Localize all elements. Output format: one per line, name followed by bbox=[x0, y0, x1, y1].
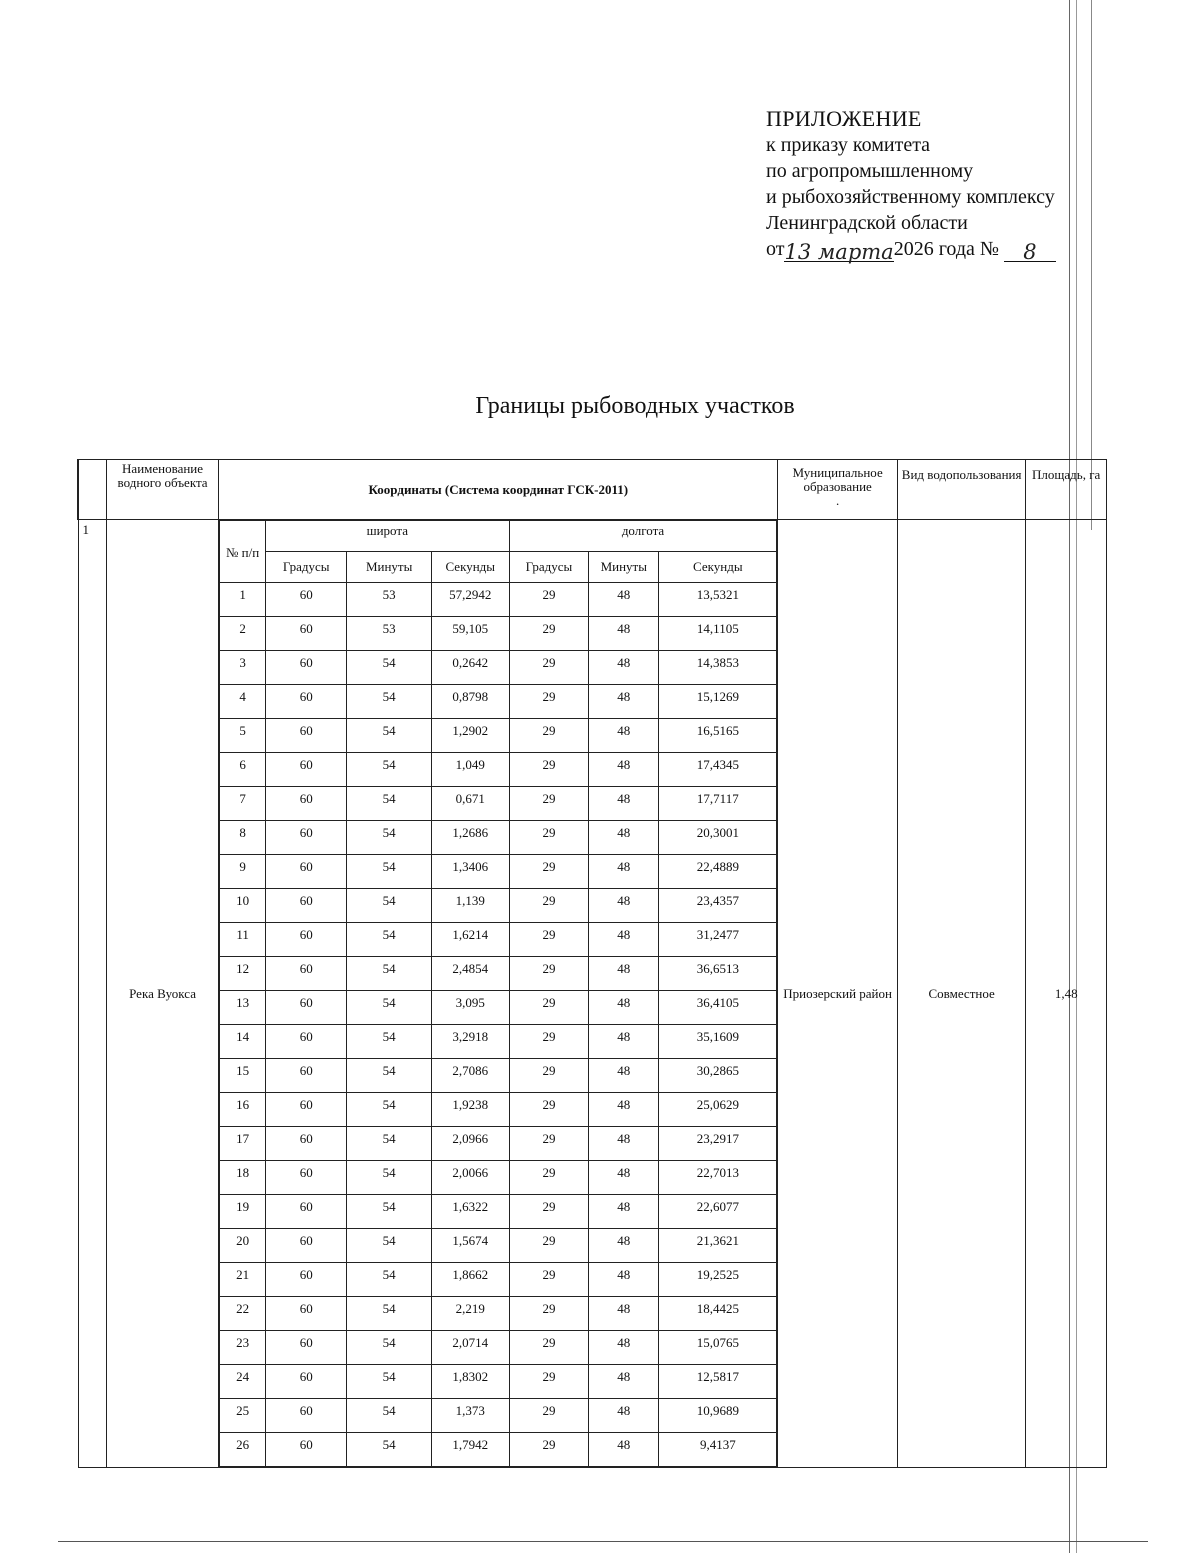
lon-minutes: 48 bbox=[589, 1093, 659, 1127]
lon-minutes: 48 bbox=[589, 1263, 659, 1297]
point-number: 22 bbox=[220, 1297, 266, 1331]
lat-degrees: 60 bbox=[265, 617, 347, 651]
point-number: 7 bbox=[220, 787, 266, 821]
lon-degrees: 29 bbox=[509, 1399, 589, 1433]
header-usage: Вид водопользования bbox=[897, 460, 1025, 520]
approval-title: ПРИЛОЖЕНИЕ bbox=[766, 106, 922, 131]
lon-degrees: 29 bbox=[509, 957, 589, 991]
lon-seconds: 16,5165 bbox=[659, 719, 777, 753]
coordinate-row bbox=[220, 821, 777, 855]
coordinate-row bbox=[220, 1365, 777, 1399]
lon-minutes: 48 bbox=[589, 1161, 659, 1195]
lat-minutes: 54 bbox=[347, 957, 431, 991]
coordinate-row bbox=[220, 855, 777, 889]
lon-degrees: 29 bbox=[509, 1229, 589, 1263]
lat-minutes: 54 bbox=[347, 1263, 431, 1297]
lat-minutes: 54 bbox=[347, 1093, 431, 1127]
lat-degrees: 60 bbox=[265, 685, 347, 719]
lat-seconds: 57,2942 bbox=[431, 583, 509, 617]
point-number: 5 bbox=[220, 719, 266, 753]
lat-degrees: 60 bbox=[265, 1365, 347, 1399]
lat-seconds: 1,2902 bbox=[431, 719, 509, 753]
lat-seconds: 0,671 bbox=[431, 787, 509, 821]
lat-minutes: 53 bbox=[347, 583, 431, 617]
lon-minutes: 48 bbox=[589, 957, 659, 991]
lat-minutes: 54 bbox=[347, 1025, 431, 1059]
lon-degrees: 29 bbox=[509, 1365, 589, 1399]
header-row bbox=[78, 460, 1107, 520]
lon-minutes: 48 bbox=[589, 991, 659, 1025]
lon-degrees: 29 bbox=[509, 1059, 589, 1093]
lon-degrees: 29 bbox=[509, 787, 589, 821]
point-number: 23 bbox=[220, 1331, 266, 1365]
lat-degrees: 60 bbox=[265, 1229, 347, 1263]
lat-degrees: 60 bbox=[265, 719, 347, 753]
lat-minutes: 54 bbox=[347, 991, 431, 1025]
lat-minutes: 54 bbox=[347, 651, 431, 685]
coordinate-row bbox=[220, 1297, 777, 1331]
point-number: 11 bbox=[220, 923, 266, 957]
point-number: 16 bbox=[220, 1093, 266, 1127]
lat-minutes: 54 bbox=[347, 1297, 431, 1331]
lon-seconds: 14,3853 bbox=[659, 651, 777, 685]
lon-seconds: 22,4889 bbox=[659, 855, 777, 889]
lon-seconds: 23,2917 bbox=[659, 1127, 777, 1161]
coordinate-row bbox=[220, 787, 777, 821]
lon-seconds: 36,6513 bbox=[659, 957, 777, 991]
area-value: 1,48 bbox=[1026, 520, 1107, 1468]
lon-degrees: 29 bbox=[509, 1433, 589, 1467]
scan-line bbox=[1091, 0, 1092, 530]
point-number: 6 bbox=[220, 753, 266, 787]
lat-seconds: 2,7086 bbox=[431, 1059, 509, 1093]
lat-minutes: 53 bbox=[347, 617, 431, 651]
coordinate-row bbox=[220, 889, 777, 923]
lon-minutes: 48 bbox=[589, 889, 659, 923]
lon-degrees: 29 bbox=[509, 1297, 589, 1331]
coords-cell bbox=[219, 520, 778, 1468]
lon-minutes: 48 bbox=[589, 1365, 659, 1399]
coordinate-row bbox=[220, 1399, 777, 1433]
lat-degrees: 60 bbox=[265, 1399, 347, 1433]
point-number: 2 bbox=[220, 617, 266, 651]
lon-seconds: 23,4357 bbox=[659, 889, 777, 923]
lon-minutes: 48 bbox=[589, 685, 659, 719]
lon-degrees: 29 bbox=[509, 1263, 589, 1297]
lon-seconds: 13,5321 bbox=[659, 583, 777, 617]
lat-degrees: 60 bbox=[265, 787, 347, 821]
coordinate-row bbox=[220, 719, 777, 753]
header-index-cell bbox=[78, 460, 106, 520]
lat-minutes: 54 bbox=[347, 1127, 431, 1161]
lon-seconds: 30,2865 bbox=[659, 1059, 777, 1093]
date-suffix: 2026 года № bbox=[893, 238, 999, 260]
lat-degrees: 60 bbox=[265, 1433, 347, 1467]
lon-minutes: 48 bbox=[589, 651, 659, 685]
point-number: 9 bbox=[220, 855, 266, 889]
lat-degrees: 60 bbox=[265, 1331, 347, 1365]
point-number: 25 bbox=[220, 1399, 266, 1433]
point-number: 21 bbox=[220, 1263, 266, 1297]
lon-seconds: 14,1105 bbox=[659, 617, 777, 651]
lon-degrees: 29 bbox=[509, 1127, 589, 1161]
coordinate-row bbox=[220, 957, 777, 991]
scan-line bbox=[58, 1541, 1148, 1542]
latitude-header: широта bbox=[265, 521, 509, 552]
lat-minutes: 54 bbox=[347, 753, 431, 787]
lon-seconds: 12,5817 bbox=[659, 1365, 777, 1399]
lat-degrees: 60 bbox=[265, 1127, 347, 1161]
lon-seconds: 36,4105 bbox=[659, 991, 777, 1025]
lat-minutes: 54 bbox=[347, 1229, 431, 1263]
lon-minutes: 48 bbox=[589, 753, 659, 787]
point-number: 26 bbox=[220, 1433, 266, 1467]
lat-degrees: 60 bbox=[265, 1093, 347, 1127]
lat-seconds: 1,5674 bbox=[431, 1229, 509, 1263]
document-title: Границы рыбоводных участков bbox=[475, 393, 795, 419]
lat-seconds: 3,095 bbox=[431, 991, 509, 1025]
lon-degrees: 29 bbox=[509, 685, 589, 719]
coordinate-row bbox=[220, 617, 777, 651]
lat-sec-header: Секунды bbox=[431, 552, 509, 583]
lon-degrees: 29 bbox=[509, 889, 589, 923]
lat-seconds: 2,0714 bbox=[431, 1331, 509, 1365]
lon-degrees: 29 bbox=[509, 719, 589, 753]
date-field bbox=[784, 239, 893, 262]
boundaries-table bbox=[77, 459, 1107, 1468]
point-number: 17 bbox=[220, 1127, 266, 1161]
coordinate-row bbox=[220, 753, 777, 787]
lon-seconds: 18,4425 bbox=[659, 1297, 777, 1331]
lat-minutes: 54 bbox=[347, 1059, 431, 1093]
lat-degrees: 60 bbox=[265, 923, 347, 957]
lon-minutes: 48 bbox=[589, 1127, 659, 1161]
lat-minutes: 54 bbox=[347, 1331, 431, 1365]
lon-minutes: 48 bbox=[589, 1399, 659, 1433]
point-number: 19 bbox=[220, 1195, 266, 1229]
lon-minutes: 48 bbox=[589, 583, 659, 617]
lon-seconds: 17,4345 bbox=[659, 753, 777, 787]
coordinate-row bbox=[220, 1093, 777, 1127]
lat-seconds: 1,7942 bbox=[431, 1433, 509, 1467]
approval-line: Ленинградской области bbox=[766, 212, 968, 234]
municipality-value: Приозерский район bbox=[778, 520, 898, 1468]
lon-degrees: 29 bbox=[509, 855, 589, 889]
lon-degrees: 29 bbox=[509, 1195, 589, 1229]
row-index: 1 bbox=[78, 520, 106, 1468]
header-area: Площадь, га bbox=[1026, 460, 1107, 520]
lon-minutes: 48 bbox=[589, 821, 659, 855]
lon-seconds: 22,7013 bbox=[659, 1161, 777, 1195]
approval-line: к приказу комитета bbox=[766, 134, 931, 156]
point-number: 12 bbox=[220, 957, 266, 991]
lon-minutes: 48 bbox=[589, 1195, 659, 1229]
coords-num-header: № п/п bbox=[220, 521, 266, 583]
header-municipality bbox=[778, 460, 898, 520]
point-number: 18 bbox=[220, 1161, 266, 1195]
lat-seconds: 1,8662 bbox=[431, 1263, 509, 1297]
lon-seconds: 35,1609 bbox=[659, 1025, 777, 1059]
coordinate-row bbox=[220, 1161, 777, 1195]
lat-degrees: 60 bbox=[265, 1297, 347, 1331]
point-number: 13 bbox=[220, 991, 266, 1025]
lon-seconds: 20,3001 bbox=[659, 821, 777, 855]
lon-minutes: 48 bbox=[589, 1059, 659, 1093]
lat-minutes: 54 bbox=[347, 719, 431, 753]
lat-seconds: 2,0966 bbox=[431, 1127, 509, 1161]
handwritten-number: 8 bbox=[1023, 240, 1037, 264]
header-coords: Координаты (Система координат ГСК-2011) bbox=[219, 460, 778, 520]
lat-minutes: 54 bbox=[347, 1399, 431, 1433]
lon-minutes: 48 bbox=[589, 617, 659, 651]
lat-degrees: 60 bbox=[265, 957, 347, 991]
lon-minutes: 48 bbox=[589, 923, 659, 957]
lon-degrees: 29 bbox=[509, 923, 589, 957]
point-number: 20 bbox=[220, 1229, 266, 1263]
lat-degrees: 60 bbox=[265, 889, 347, 923]
coords-group-row bbox=[220, 521, 777, 552]
lat-minutes: 54 bbox=[347, 889, 431, 923]
lat-degrees: 60 bbox=[265, 1161, 347, 1195]
point-number: 4 bbox=[220, 685, 266, 719]
point-number: 14 bbox=[220, 1025, 266, 1059]
coordinate-row bbox=[220, 651, 777, 685]
lon-minutes: 48 bbox=[589, 855, 659, 889]
lon-sec-header: Секунды bbox=[659, 552, 777, 583]
coordinate-row bbox=[220, 1229, 777, 1263]
lat-degrees: 60 bbox=[265, 1195, 347, 1229]
coordinates-table bbox=[219, 520, 777, 1467]
lat-min-header: Минуты bbox=[347, 552, 431, 583]
lat-minutes: 54 bbox=[347, 1365, 431, 1399]
lat-degrees: 60 bbox=[265, 821, 347, 855]
approval-date-line bbox=[766, 236, 1056, 262]
lon-seconds: 19,2525 bbox=[659, 1263, 777, 1297]
lon-seconds: 15,0765 bbox=[659, 1331, 777, 1365]
point-number: 24 bbox=[220, 1365, 266, 1399]
lon-seconds: 22,6077 bbox=[659, 1195, 777, 1229]
lat-degrees: 60 bbox=[265, 1025, 347, 1059]
lat-seconds: 2,4854 bbox=[431, 957, 509, 991]
lon-seconds: 31,2477 bbox=[659, 923, 777, 957]
header-municipality-mark: . bbox=[836, 493, 840, 508]
coordinate-row bbox=[220, 1195, 777, 1229]
water-body-name: Река Вуокса bbox=[106, 520, 219, 1468]
lon-degrees: 29 bbox=[509, 1093, 589, 1127]
coordinate-row bbox=[220, 685, 777, 719]
coordinate-row bbox=[220, 1433, 777, 1467]
lon-minutes: 48 bbox=[589, 1433, 659, 1467]
lon-seconds: 25,0629 bbox=[659, 1093, 777, 1127]
coords-sub-row bbox=[220, 552, 777, 583]
lon-min-header: Минуты bbox=[589, 552, 659, 583]
lon-degrees: 29 bbox=[509, 651, 589, 685]
order-number-field bbox=[1004, 239, 1056, 262]
lat-deg-header: Градусы bbox=[265, 552, 347, 583]
lat-seconds: 2,219 bbox=[431, 1297, 509, 1331]
handwritten-date: 13 марта bbox=[784, 240, 894, 264]
lon-minutes: 48 bbox=[589, 1025, 659, 1059]
lon-degrees: 29 bbox=[509, 583, 589, 617]
lon-degrees: 29 bbox=[509, 991, 589, 1025]
header-municipality-label: Муниципальное образование bbox=[792, 465, 883, 494]
lat-seconds: 1,3406 bbox=[431, 855, 509, 889]
lat-degrees: 60 bbox=[265, 651, 347, 685]
lon-seconds: 21,3621 bbox=[659, 1229, 777, 1263]
approval-line: по агропромышленному bbox=[766, 160, 974, 182]
lon-degrees: 29 bbox=[509, 617, 589, 651]
approval-line: и рыбохозяйственному комплексу bbox=[766, 186, 1055, 208]
lat-seconds: 1,373 bbox=[431, 1399, 509, 1433]
date-prefix: от bbox=[766, 238, 785, 260]
lat-seconds: 1,2686 bbox=[431, 821, 509, 855]
lat-degrees: 60 bbox=[265, 991, 347, 1025]
lon-degrees: 29 bbox=[509, 1161, 589, 1195]
lon-degrees: 29 bbox=[509, 821, 589, 855]
coordinate-row bbox=[220, 1263, 777, 1297]
lon-degrees: 29 bbox=[509, 753, 589, 787]
lon-minutes: 48 bbox=[589, 719, 659, 753]
lat-seconds: 59,105 bbox=[431, 617, 509, 651]
coordinate-row bbox=[220, 1127, 777, 1161]
lon-seconds: 10,9689 bbox=[659, 1399, 777, 1433]
lon-minutes: 48 bbox=[589, 1229, 659, 1263]
lat-seconds: 3,2918 bbox=[431, 1025, 509, 1059]
header-name: Наименование водного объекта bbox=[106, 460, 219, 520]
lat-seconds: 1,6214 bbox=[431, 923, 509, 957]
coordinate-row bbox=[220, 583, 777, 617]
data-row bbox=[78, 520, 1107, 1468]
lat-degrees: 60 bbox=[265, 855, 347, 889]
lat-degrees: 60 bbox=[265, 1263, 347, 1297]
lat-seconds: 1,6322 bbox=[431, 1195, 509, 1229]
lon-minutes: 48 bbox=[589, 1297, 659, 1331]
lon-deg-header: Градусы bbox=[509, 552, 589, 583]
approval-block bbox=[766, 106, 1056, 262]
lon-seconds: 15,1269 bbox=[659, 685, 777, 719]
lon-seconds: 9,4137 bbox=[659, 1433, 777, 1467]
lat-seconds: 2,0066 bbox=[431, 1161, 509, 1195]
lon-minutes: 48 bbox=[589, 1331, 659, 1365]
lon-degrees: 29 bbox=[509, 1331, 589, 1365]
lat-minutes: 54 bbox=[347, 1161, 431, 1195]
lon-degrees: 29 bbox=[509, 1025, 589, 1059]
lat-seconds: 1,9238 bbox=[431, 1093, 509, 1127]
lat-minutes: 54 bbox=[347, 1195, 431, 1229]
coordinate-row bbox=[220, 991, 777, 1025]
lat-seconds: 1,049 bbox=[431, 753, 509, 787]
usage-value: Совместное bbox=[897, 520, 1025, 1468]
coordinate-row bbox=[220, 1025, 777, 1059]
lat-degrees: 60 bbox=[265, 583, 347, 617]
lat-minutes: 54 bbox=[347, 787, 431, 821]
lat-minutes: 54 bbox=[347, 1433, 431, 1467]
lat-seconds: 1,139 bbox=[431, 889, 509, 923]
lat-minutes: 54 bbox=[347, 855, 431, 889]
coordinate-row bbox=[220, 1059, 777, 1093]
lat-seconds: 1,8302 bbox=[431, 1365, 509, 1399]
longitude-header: долгота bbox=[509, 521, 777, 552]
point-number: 3 bbox=[220, 651, 266, 685]
lat-seconds: 0,8798 bbox=[431, 685, 509, 719]
lat-degrees: 60 bbox=[265, 1059, 347, 1093]
lon-seconds: 17,7117 bbox=[659, 787, 777, 821]
lat-minutes: 54 bbox=[347, 923, 431, 957]
point-number: 8 bbox=[220, 821, 266, 855]
coordinate-row bbox=[220, 923, 777, 957]
lon-minutes: 48 bbox=[589, 787, 659, 821]
point-number: 1 bbox=[220, 583, 266, 617]
point-number: 15 bbox=[220, 1059, 266, 1093]
coordinate-row bbox=[220, 1331, 777, 1365]
point-number: 10 bbox=[220, 889, 266, 923]
lat-degrees: 60 bbox=[265, 753, 347, 787]
lat-minutes: 54 bbox=[347, 685, 431, 719]
lat-minutes: 54 bbox=[347, 821, 431, 855]
lat-seconds: 0,2642 bbox=[431, 651, 509, 685]
